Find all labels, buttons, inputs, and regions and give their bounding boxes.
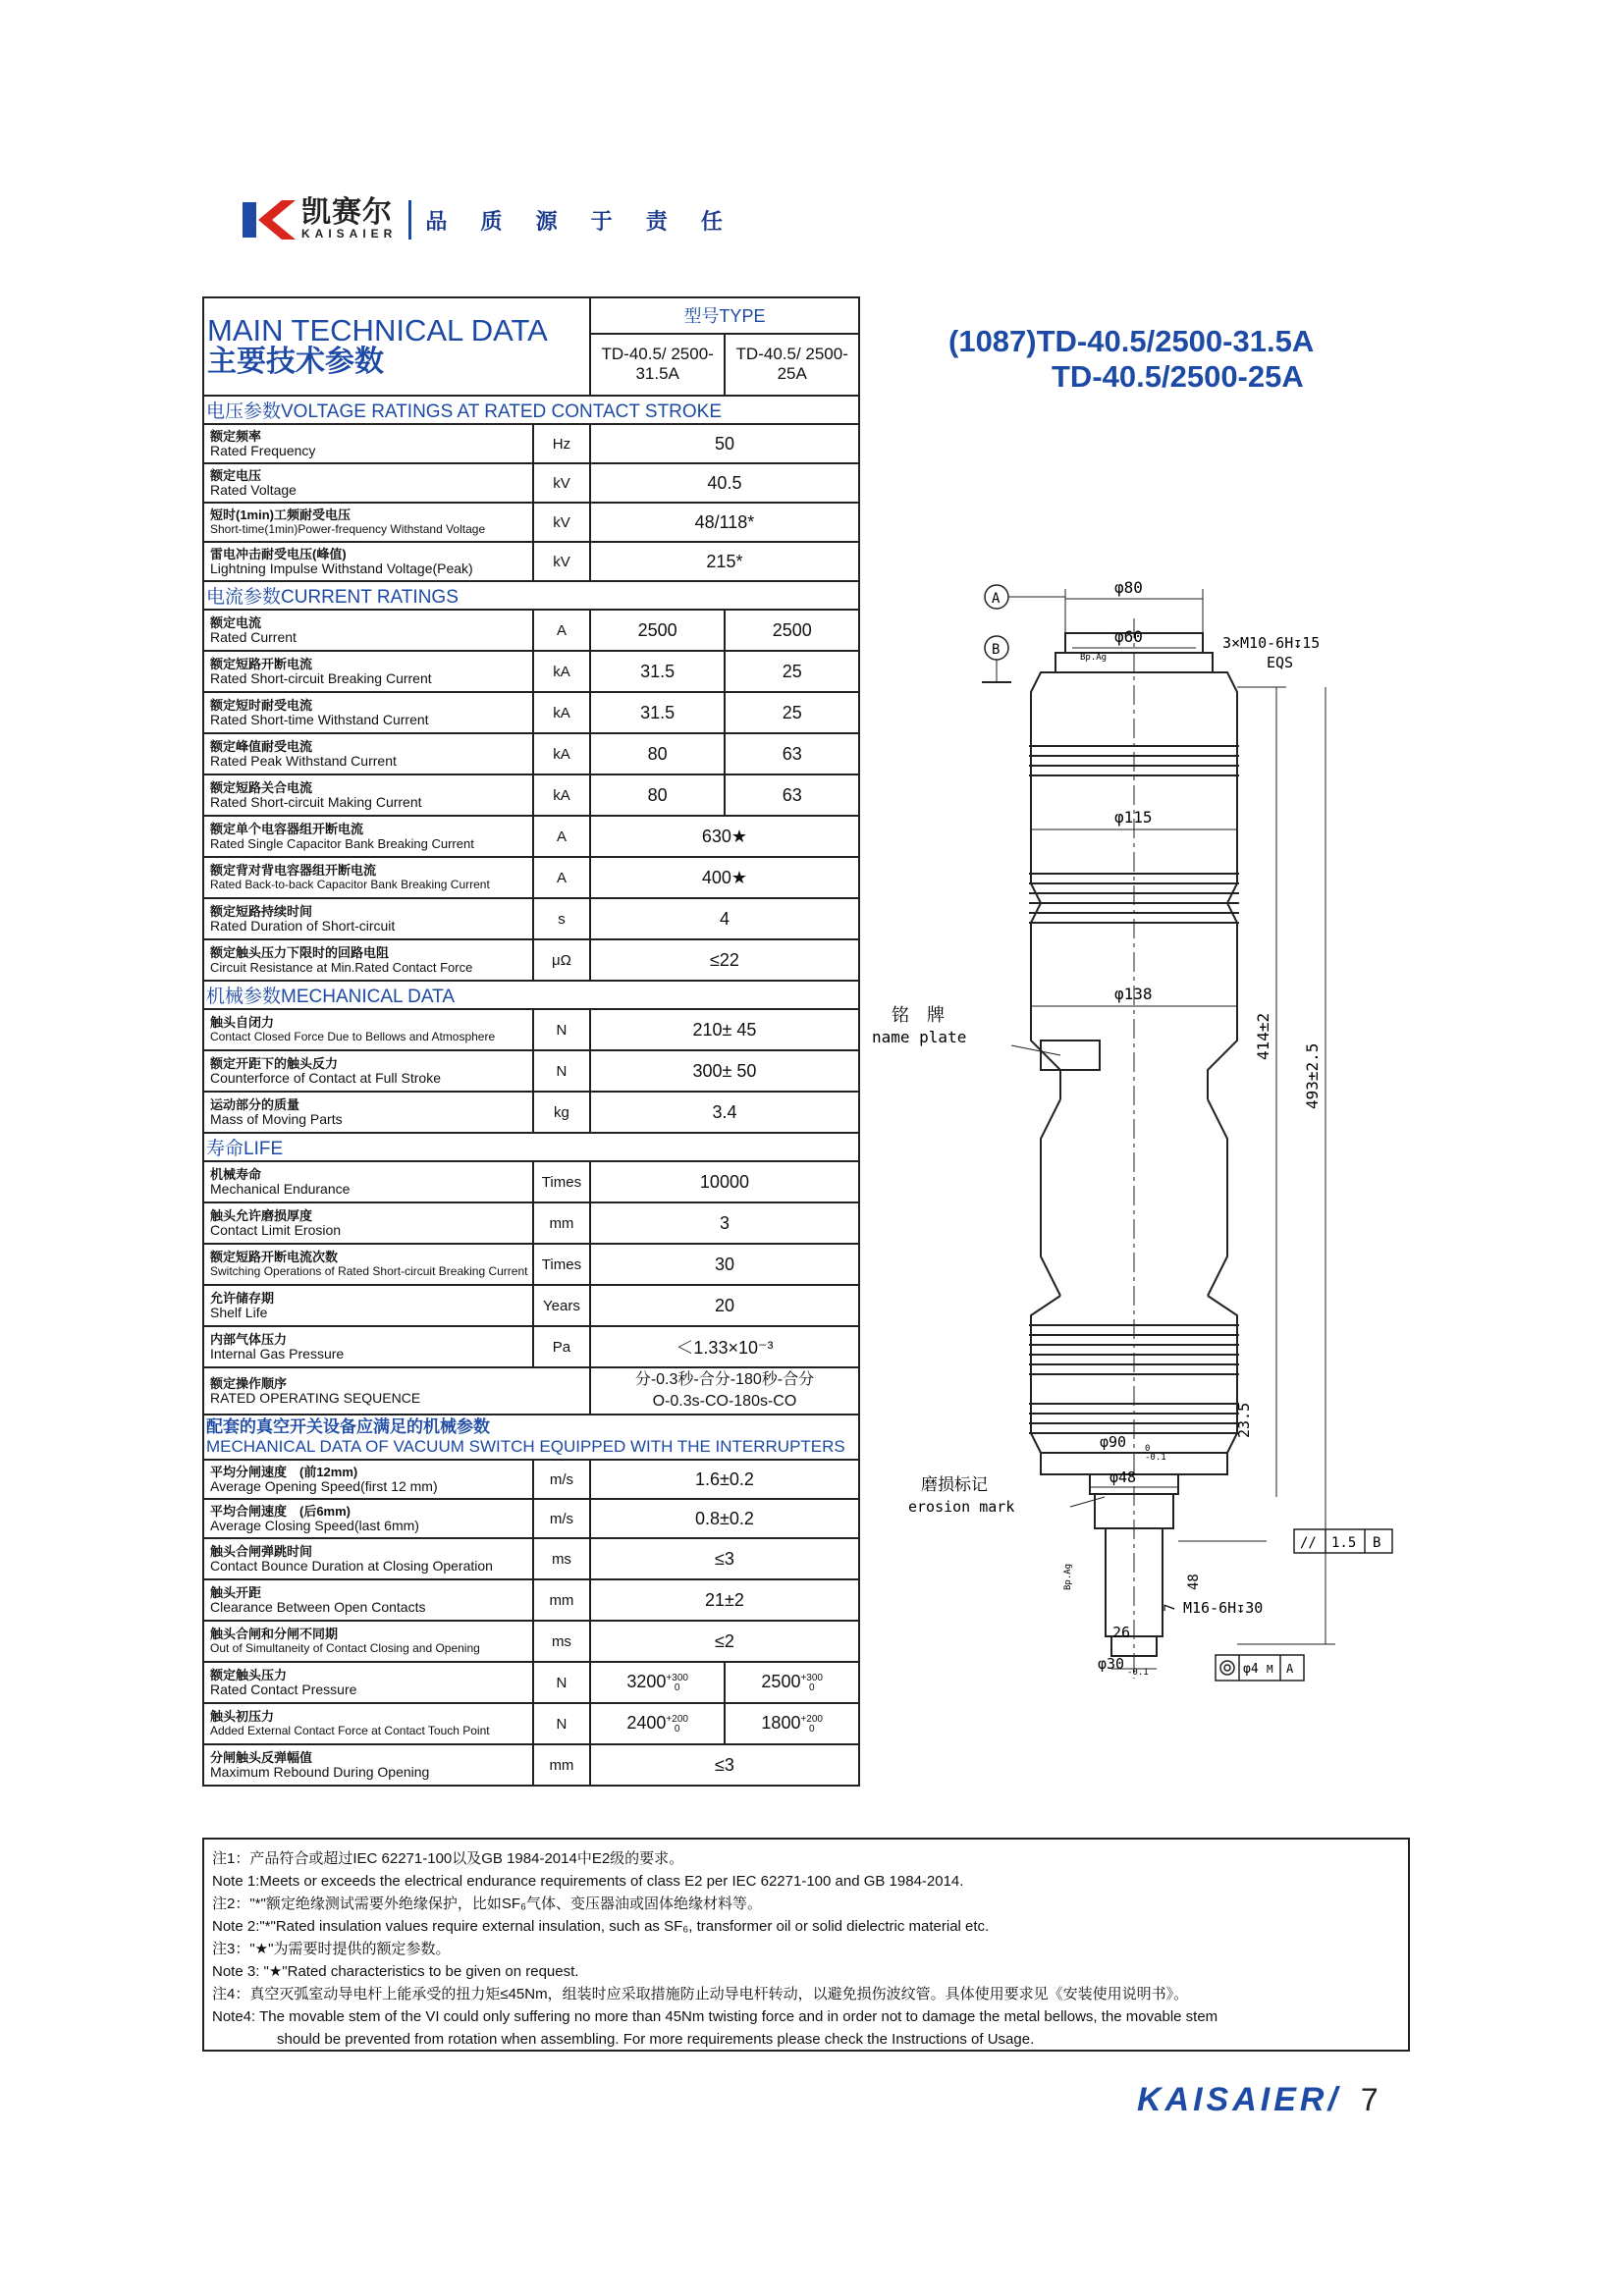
param-value-b: 2500+300 0 (725, 1662, 859, 1703)
param-value-b: 1800+200 0 (725, 1703, 859, 1744)
svg-text:Bp.Ag: Bp.Ag (1063, 1563, 1073, 1590)
param-unit: Years (533, 1285, 590, 1326)
param-value: 50 (590, 424, 859, 463)
svg-text:B: B (1373, 1535, 1381, 1551)
param-name: 内部气体压力 Internal Gas Pressure (203, 1326, 533, 1367)
param-unit: N (533, 1009, 590, 1050)
param-value: 21±2 (590, 1579, 859, 1621)
notes-box (202, 1838, 1410, 2052)
note-line: 注2："*"额定绝缘测试需要外绝缘保护，比如SF₆气体、变压器油或固体绝缘材料等。 (212, 1896, 763, 1912)
param-name: 运动部分的质量 Mass of Moving Parts (203, 1092, 533, 1133)
page-header (239, 196, 736, 243)
param-unit: kA (533, 774, 590, 816)
model-heading (948, 324, 1314, 395)
param-name: 额定峰值耐受电流 Rated Peak Withstand Current (203, 733, 533, 774)
param-value: 0.8±0.2 (590, 1499, 859, 1538)
slogan: 品 质 源 于 责 任 (425, 208, 736, 234)
param-value: ＜1.33×10⁻³ (590, 1326, 859, 1367)
param-unit: ms (533, 1538, 590, 1579)
param-value-b: 63 (725, 774, 859, 816)
section-current: 电流参数CURRENT RATINGS (203, 581, 859, 610)
param-name: 额定电流 Rated Current (203, 610, 533, 651)
svg-text:φ60: φ60 (1114, 627, 1143, 646)
param-value: 3 (590, 1202, 859, 1244)
param-value: ≤22 (590, 939, 859, 981)
type-col-b: TD-40.5/ 2500-25A (725, 334, 859, 396)
param-value: 4 (590, 898, 859, 939)
svg-text:φ138: φ138 (1114, 985, 1153, 1003)
svg-text:M16-6H↧30: M16-6H↧30 (1183, 1599, 1264, 1617)
svg-text:-0.1: -0.1 (1145, 1453, 1166, 1463)
logo-en-text: KAISAIER (301, 227, 398, 240)
technical-data-table (202, 296, 860, 1787)
param-unit: N (533, 1050, 590, 1092)
svg-text:1.5: 1.5 (1331, 1535, 1357, 1551)
svg-text:φ115: φ115 (1114, 808, 1153, 827)
param-value-a: 3200+300 0 (590, 1662, 726, 1703)
note-line: Note 1:Meets or exceeds the electrical endurance requirements of class E2 per IEC 62271-100 and GB 1984-2014. (212, 1873, 964, 1890)
param-name: 触头初压力 Added External Contact Force at Contact Touch Point (203, 1703, 533, 1744)
param-unit: A (533, 816, 590, 857)
param-name: 触头自闭力 Contact Closed Force Due to Bellows and Atmosphere (203, 1009, 533, 1050)
note-line: 注1：产品符合或超过IEC 62271-100以及GB 1984-2014中E2级的要求。 (212, 1850, 684, 1867)
param-name: 额定触头压力 Rated Contact Pressure (203, 1662, 533, 1703)
param-value-a: 80 (590, 774, 726, 816)
note-line: Note 3: "★"Rated characteristics to be given on request. (212, 1963, 579, 1980)
svg-text:φ48: φ48 (1109, 1468, 1137, 1486)
param-name: 额定短路开断电流 Rated Short-circuit Breaking Current (203, 651, 533, 692)
svg-text:磨损标记: 磨损标记 (921, 1475, 988, 1495)
svg-text:φ30: φ30 (1098, 1655, 1125, 1673)
svg-text:φ90: φ90 (1100, 1433, 1127, 1451)
param-unit: ms (533, 1621, 590, 1662)
param-name: 额定操作顺序 RATED OPERATING SEQUENCE (203, 1367, 590, 1415)
param-name: 触头合闸弹跳时间 Contact Bounce Duration at Closing Operation (203, 1538, 533, 1579)
svg-text:414±2: 414±2 (1254, 1012, 1272, 1060)
param-unit: N (533, 1662, 590, 1703)
param-unit: Times (533, 1244, 590, 1285)
param-value: 3.4 (590, 1092, 859, 1133)
param-value: 400★ (590, 857, 859, 898)
param-unit: kA (533, 692, 590, 733)
param-unit: kV (533, 542, 590, 581)
param-name: 雷电冲击耐受电压(峰值) Lightning Impulse Withstand Voltage(Peak) (203, 542, 533, 581)
param-name: 平均分闸速度 (前12mm) Average Opening Speed(first 12 mm) (203, 1460, 533, 1499)
svg-text:A: A (1286, 1662, 1294, 1676)
param-unit: kA (533, 733, 590, 774)
page-number: 7 (1360, 2082, 1379, 2117)
svg-text:Bp.Ag: Bp.Ag (1080, 653, 1108, 663)
param-unit: μΩ (533, 939, 590, 981)
param-name: 允许储存期 Shelf Life (203, 1285, 533, 1326)
svg-text:0: 0 (1145, 1444, 1151, 1454)
param-unit: A (533, 610, 590, 651)
title-en: MAIN TECHNICAL DATA (207, 313, 548, 347)
param-unit: Hz (533, 424, 590, 463)
param-name: 触头允许磨损厚度 Contact Limit Erosion (203, 1202, 533, 1244)
param-name: 额定短路持续时间 Rated Duration of Short-circuit (203, 898, 533, 939)
param-name: 额定触头压力下限时的回路电阻 Circuit Resistance at Min.Rated Contact Force (203, 939, 533, 981)
param-unit: mm (533, 1202, 590, 1244)
param-value-a: 31.5 (590, 692, 726, 733)
param-value-a: 31.5 (590, 651, 726, 692)
param-value-b: 25 (725, 692, 859, 733)
param-unit: Pa (533, 1326, 590, 1367)
param-value: 1.6±0.2 (590, 1460, 859, 1499)
logo-cn-text: 凯赛尔 (301, 196, 393, 229)
type-col-a: TD-40.5/ 2500-31.5A (590, 334, 726, 396)
section-life: 寿命LIFE (203, 1133, 859, 1161)
note-line: 注4：真空灭弧室动导电杆上能承受的扭力矩≤45Nm，组装时应采取措施防止动导电杆转动，以避免损伤波纹管。具体使用要求见《安装使用说明书》。 (212, 1986, 1189, 2002)
param-unit: m/s (533, 1499, 590, 1538)
section-voltage: 电压参数VOLTAGE RATINGS AT RATED CONTACT STROKE (203, 396, 859, 424)
svg-text:A: A (992, 591, 1001, 607)
param-unit: Times (533, 1161, 590, 1202)
param-unit: A (533, 857, 590, 898)
note-line: 注3："★"为需要时提供的额定参数。 (212, 1941, 451, 1957)
kaisaier-logo-icon (239, 198, 298, 241)
svg-text:φ4: φ4 (1243, 1662, 1259, 1677)
param-unit: m/s (533, 1460, 590, 1499)
param-value: 300± 50 (590, 1050, 859, 1092)
param-value: 40.5 (590, 463, 859, 503)
param-name: 触头开距 Clearance Between Open Contacts (203, 1579, 533, 1621)
svg-text:φ80: φ80 (1114, 578, 1143, 597)
param-name: 额定背对背电容器组开断电流 Rated Back-to-back Capacitor Bank Breaking Current (203, 857, 533, 898)
param-unit: N (533, 1703, 590, 1744)
param-value: 210± 45 (590, 1009, 859, 1050)
param-name: 额定开距下的触头反力 Counterforce of Contact at Full Stroke (203, 1050, 533, 1092)
param-unit: mm (533, 1579, 590, 1621)
svg-text:23.5: 23.5 (1235, 1402, 1253, 1438)
svg-text:48: 48 (1186, 1574, 1202, 1590)
param-value: 分-0.3秒-合分-180秒-合分 O-0.3s-CO-180s-CO (590, 1367, 859, 1415)
svg-text:B: B (992, 642, 1001, 658)
param-value-a: 2500 (590, 610, 726, 651)
param-value-b: 2500 (725, 610, 859, 651)
param-value: 630★ (590, 816, 859, 857)
header-divider (408, 200, 411, 240)
param-name: 额定单个电容器组开断电流 Rated Single Capacitor Bank Breaking Current (203, 816, 533, 857)
param-value: 10000 (590, 1161, 859, 1202)
param-value-b: 25 (725, 651, 859, 692)
model-line-1: (1087)TD-40.5/2500-31.5A (948, 324, 1315, 358)
svg-text:-0.1: -0.1 (1127, 1668, 1149, 1678)
param-unit: kV (533, 463, 590, 503)
svg-text:26: 26 (1112, 1624, 1131, 1641)
title-cn: 主要技术参数 (207, 346, 384, 378)
param-value: ≤3 (590, 1744, 859, 1786)
svg-text:铭 牌: 铭 牌 (892, 1005, 945, 1026)
param-name: 机械寿命 Mechanical Endurance (203, 1161, 533, 1202)
param-name: 分闸触头反弹幅值 Maximum Rebound During Opening (203, 1744, 533, 1786)
param-unit: s (533, 898, 590, 939)
param-value: 48/118* (590, 503, 859, 542)
param-name: 额定频率 Rated Frequency (203, 424, 533, 463)
param-name: 额定电压 Rated Voltage (203, 463, 533, 503)
param-unit: mm (533, 1744, 590, 1786)
model-line-2: TD-40.5/2500-25A (1052, 359, 1304, 394)
interrupter-outline-drawing (864, 550, 1453, 1698)
svg-text:name plate: name plate (872, 1028, 967, 1046)
note-line: Note4: The movable stem of the VI could only suffering no more than 45Nm twisting force and in order not to damage the metal bellows, the movable stem (212, 2008, 1218, 2025)
param-name: 平均合闸速度 (后6mm) Average Closing Speed(last 6mm) (203, 1499, 533, 1538)
param-value-b: 63 (725, 733, 859, 774)
svg-text:erosion mark: erosion mark (908, 1498, 1015, 1516)
param-value-a: 2400+200 0 (590, 1703, 726, 1744)
section-mechanical: 机械参数MECHANICAL DATA (203, 981, 859, 1009)
param-unit: kg (533, 1092, 590, 1133)
section-vacuum-switch: 配套的真空开关设备应满足的机械参数 MECHANICAL DATA OF VACUUM SWITCH EQUIPPED WITH THE INTERRUPTERS (203, 1415, 859, 1460)
note-line: should be prevented from rotation when assembling. For more requirements please check the Instructions of Usage. (277, 2031, 1035, 2048)
param-value-a: 80 (590, 733, 726, 774)
param-name: 额定短路开断电流次数 Switching Operations of Rated Short-circuit Breaking Current (203, 1244, 533, 1285)
param-unit: kA (533, 651, 590, 692)
param-value: 30 (590, 1244, 859, 1285)
param-value: 215* (590, 542, 859, 581)
svg-text://: // (1300, 1535, 1317, 1551)
param-value: ≤2 (590, 1621, 859, 1662)
svg-text:7: 7 (1163, 1603, 1178, 1612)
footer-brand: KAISAIER/ (1137, 2081, 1341, 2118)
param-name: 短时(1min)工频耐受电压 Short-time(1min)Power-frequency Withstand Voltage (203, 503, 533, 542)
svg-text:3×M10-6H↧15: 3×M10-6H↧15 (1222, 634, 1321, 652)
svg-text:EQS: EQS (1267, 654, 1294, 671)
param-name: 额定短路关合电流 Rated Short-circuit Making Current (203, 774, 533, 816)
page-footer (1137, 2081, 1379, 2119)
param-name: 触头合闸和分闸不同期 Out of Simultaneity of Contact Closing and Opening (203, 1621, 533, 1662)
param-unit: kV (533, 503, 590, 542)
type-header: 型号TYPE (590, 297, 859, 334)
svg-text:M: M (1267, 1663, 1273, 1676)
note-line: Note 2:"*"Rated insulation values require external insulation, such as SF₆, transformer oil or solid dielectric material etc. (212, 1918, 990, 1935)
param-value: ≤3 (590, 1538, 859, 1579)
param-value: 20 (590, 1285, 859, 1326)
param-name: 额定短时耐受电流 Rated Short-time Withstand Current (203, 692, 533, 733)
svg-text:493±2.5: 493±2.5 (1303, 1042, 1322, 1109)
